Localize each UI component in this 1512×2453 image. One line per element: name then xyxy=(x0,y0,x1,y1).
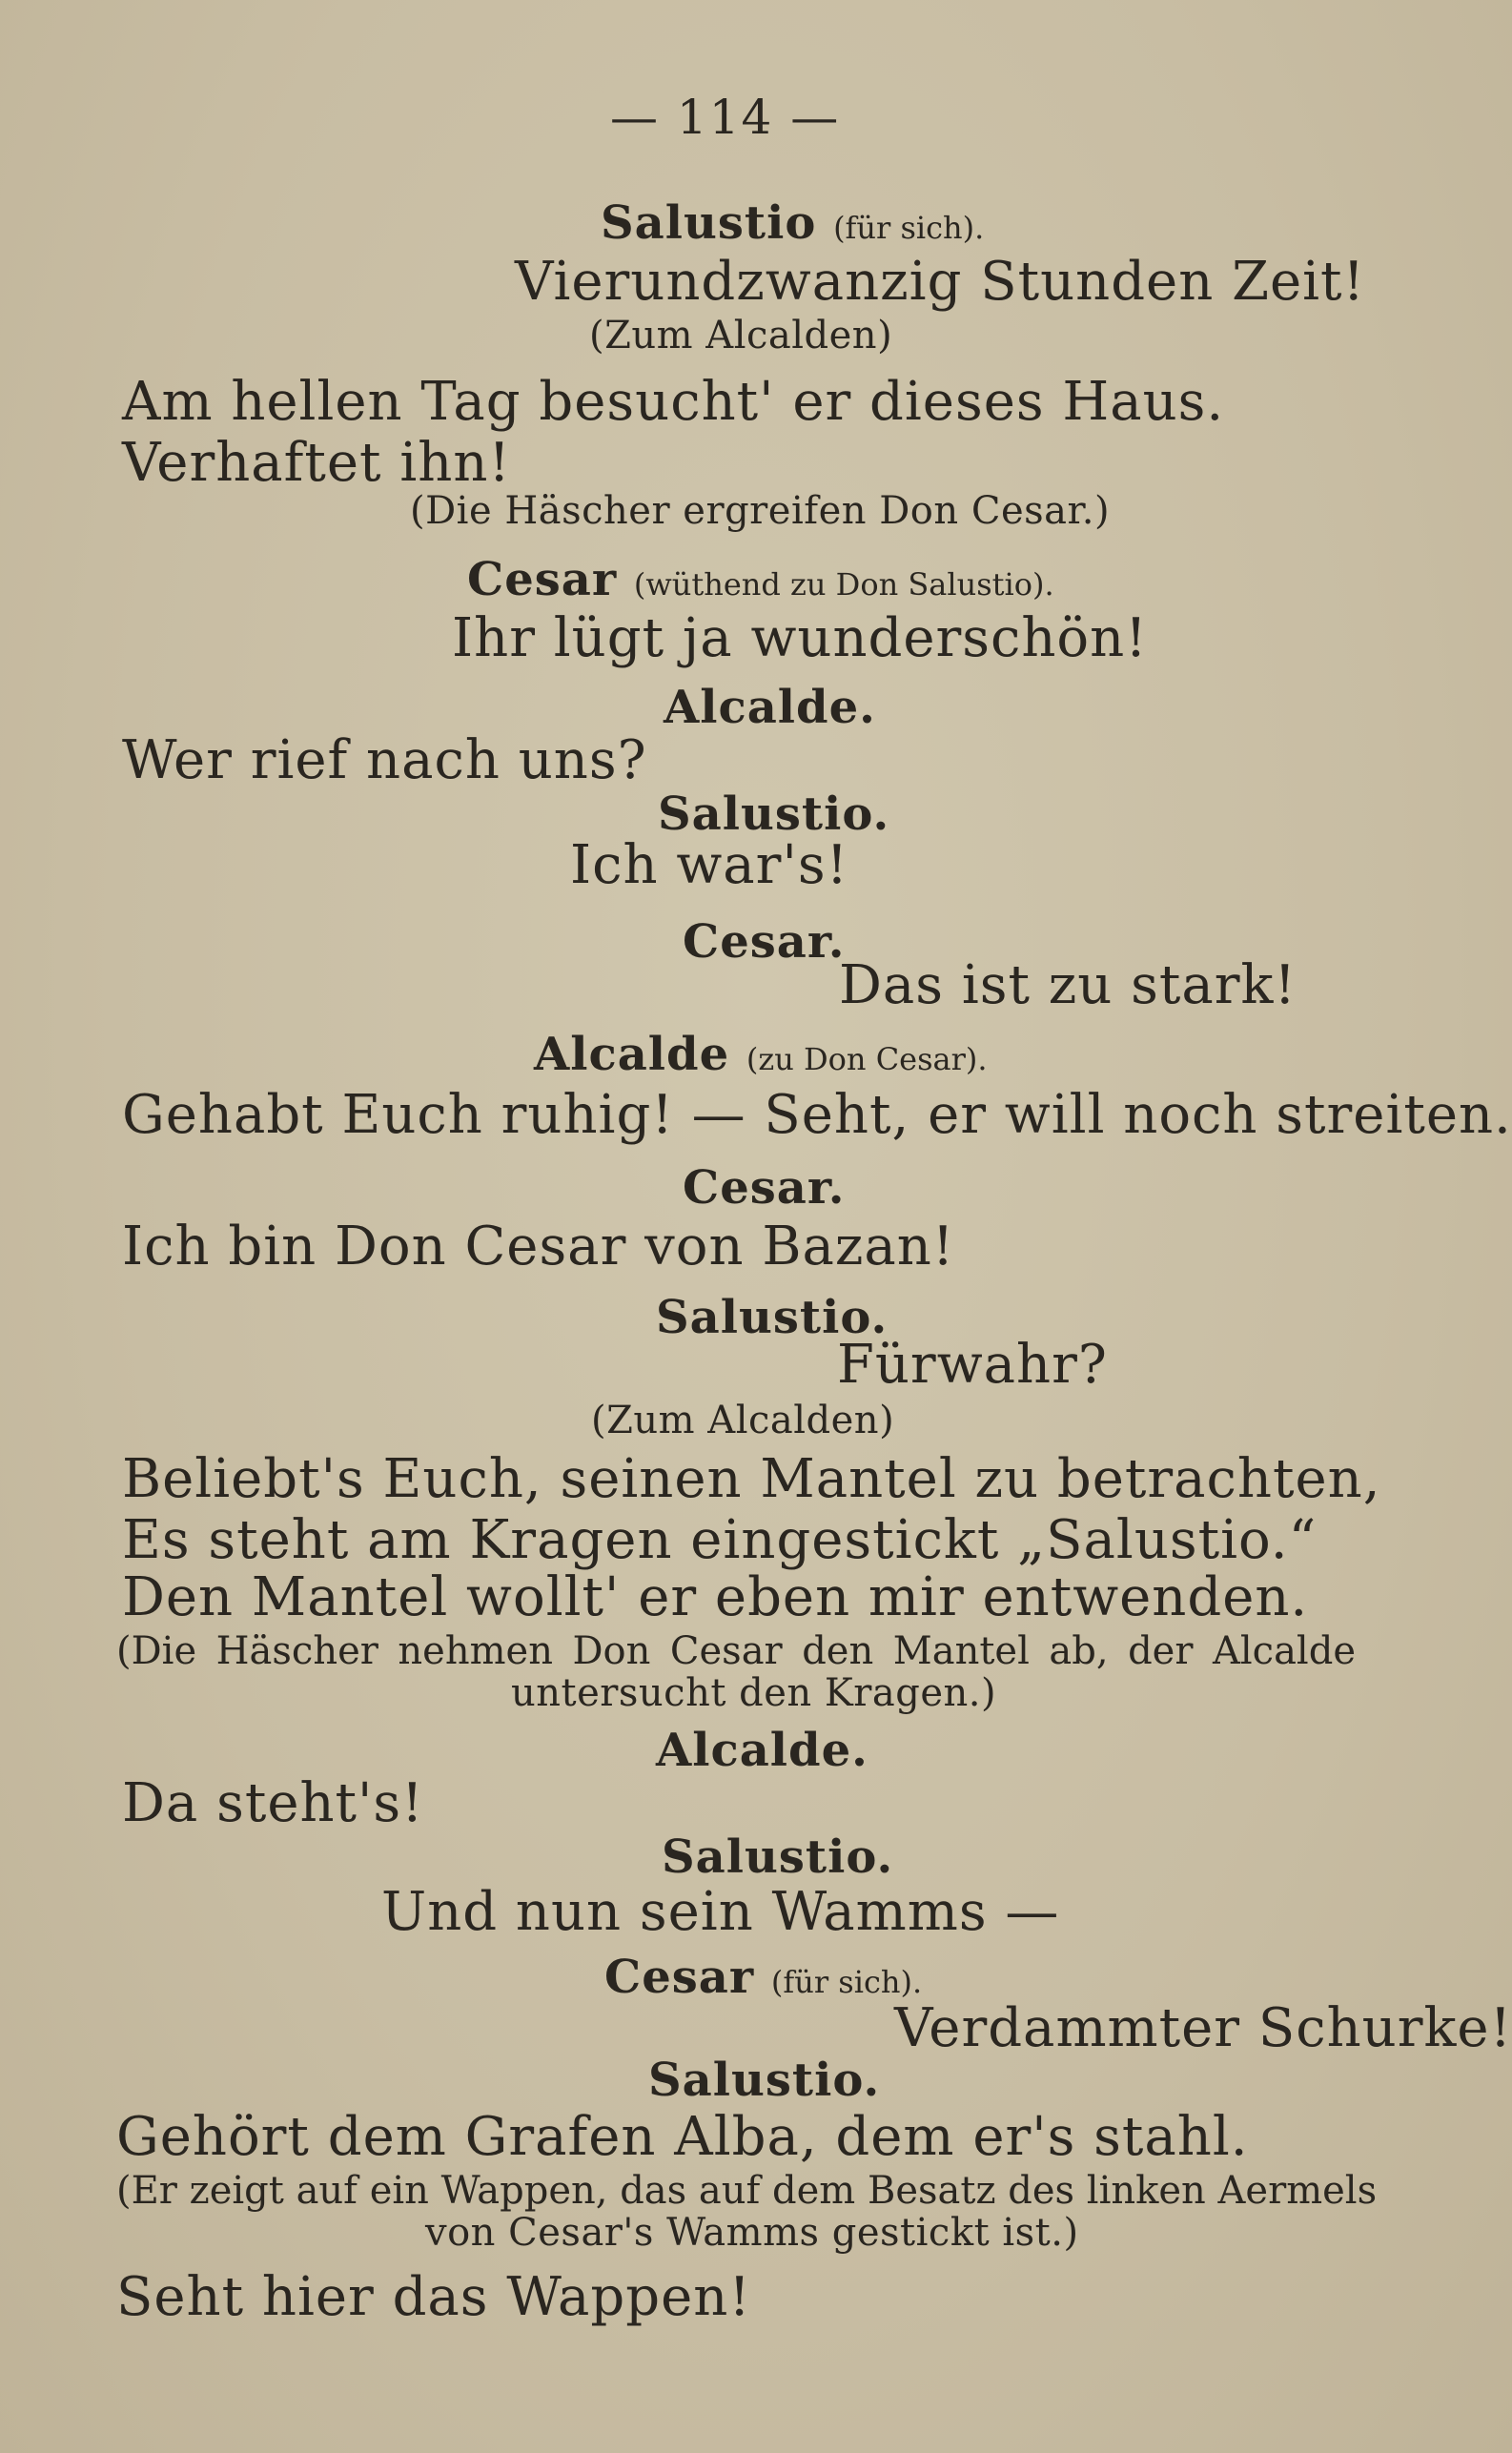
verse-line: Gehört dem Grafen Alba, dem er's stahl. xyxy=(116,2106,1249,2168)
stage-direction: von Cesar's Wamms gestickt ist.) xyxy=(425,2211,1079,2255)
speaker-alcalde xyxy=(534,1028,988,1081)
verse-line: Verhaftet ihn! xyxy=(122,432,511,494)
verse-line: Beliebt's Euch, seinen Mantel zu betrachten, xyxy=(122,1448,1381,1510)
speaker-name: Alcalde xyxy=(534,1028,730,1081)
stage-direction: untersucht den Kragen.) xyxy=(511,1671,997,1715)
verse-line: Es steht am Kragen eingestickt „Salustio.“ xyxy=(122,1509,1318,1571)
speaker-note: (für sich). xyxy=(833,210,985,246)
stage-direction: (Zum Alcalden) xyxy=(589,314,893,358)
speaker-name: Salustio xyxy=(601,196,817,250)
verse-line: Am hellen Tag besucht' er dieses Haus. xyxy=(122,371,1225,433)
speaker-cesar xyxy=(604,1951,923,2004)
verse-line: Da steht's! xyxy=(122,1772,424,1834)
verse-line: Seht hier das Wappen! xyxy=(116,2266,751,2328)
speaker-name: Cesar. xyxy=(683,1161,846,1215)
speaker-name: Cesar. xyxy=(683,915,846,969)
speaker-salustio xyxy=(658,787,890,841)
verse-line: Und nun sein Wamms — xyxy=(381,1881,1060,1943)
speaker-note: (wüthend zu Don Salustio). xyxy=(633,566,1054,603)
page-number: — 114 — xyxy=(610,90,841,145)
speaker-alcalde xyxy=(656,1724,868,1777)
speaker-cesar xyxy=(683,1161,846,1215)
speaker-name: Alcalde. xyxy=(656,1724,868,1777)
speaker-salustio xyxy=(601,196,985,250)
speaker-name: Cesar xyxy=(604,1951,755,2004)
verse-line: Vierundzwanzig Stunden Zeit! xyxy=(515,251,1366,313)
verse-line: Fürwahr? xyxy=(837,1334,1108,1396)
speaker-name: Salustio. xyxy=(662,1830,894,1884)
verse-line: Das ist zu stark! xyxy=(839,954,1297,1016)
speaker-alcalde xyxy=(664,681,876,734)
verse-line: Ich bin Don Cesar von Bazan! xyxy=(122,1216,955,1278)
speaker-note: (zu Don Cesar). xyxy=(746,1041,988,1077)
speaker-name: Salustio. xyxy=(648,2054,881,2107)
verse-line: Ich war's! xyxy=(570,834,849,896)
speaker-name: Cesar xyxy=(467,553,618,606)
speaker-name: Salustio. xyxy=(656,1291,889,1344)
verse-line: Den Mantel wollt' er eben mir entwenden. xyxy=(122,1566,1309,1628)
stage-direction: (Die Häscher nehmen Don Cesar den Mantel ab, der Alcalde xyxy=(116,1629,1356,1673)
speaker-cesar xyxy=(467,553,1054,606)
stage-direction: (Die Häscher ergreifen Don Cesar.) xyxy=(410,489,1111,533)
verse-line: Gehabt Euch ruhig! — Seht, er will noch streiten. xyxy=(122,1084,1512,1146)
verse-line: Ihr lügt ja wunderschön! xyxy=(452,607,1148,669)
verse-line: Verdammter Schurke! xyxy=(894,1997,1512,2059)
verse-line: Wer rief nach uns? xyxy=(122,729,647,791)
speaker-salustio xyxy=(648,2054,881,2107)
speaker-salustio xyxy=(662,1830,894,1884)
speaker-name: Alcalde. xyxy=(664,681,876,734)
speaker-note: (für sich). xyxy=(770,1964,923,2000)
stage-direction: (Er zeigt auf ein Wappen, das auf dem Besatz des linken Aermels xyxy=(116,2169,1378,2213)
speaker-cesar xyxy=(683,915,846,969)
stage-direction: (Zum Alcalden) xyxy=(591,1399,895,1442)
speaker-name: Salustio. xyxy=(658,787,890,841)
